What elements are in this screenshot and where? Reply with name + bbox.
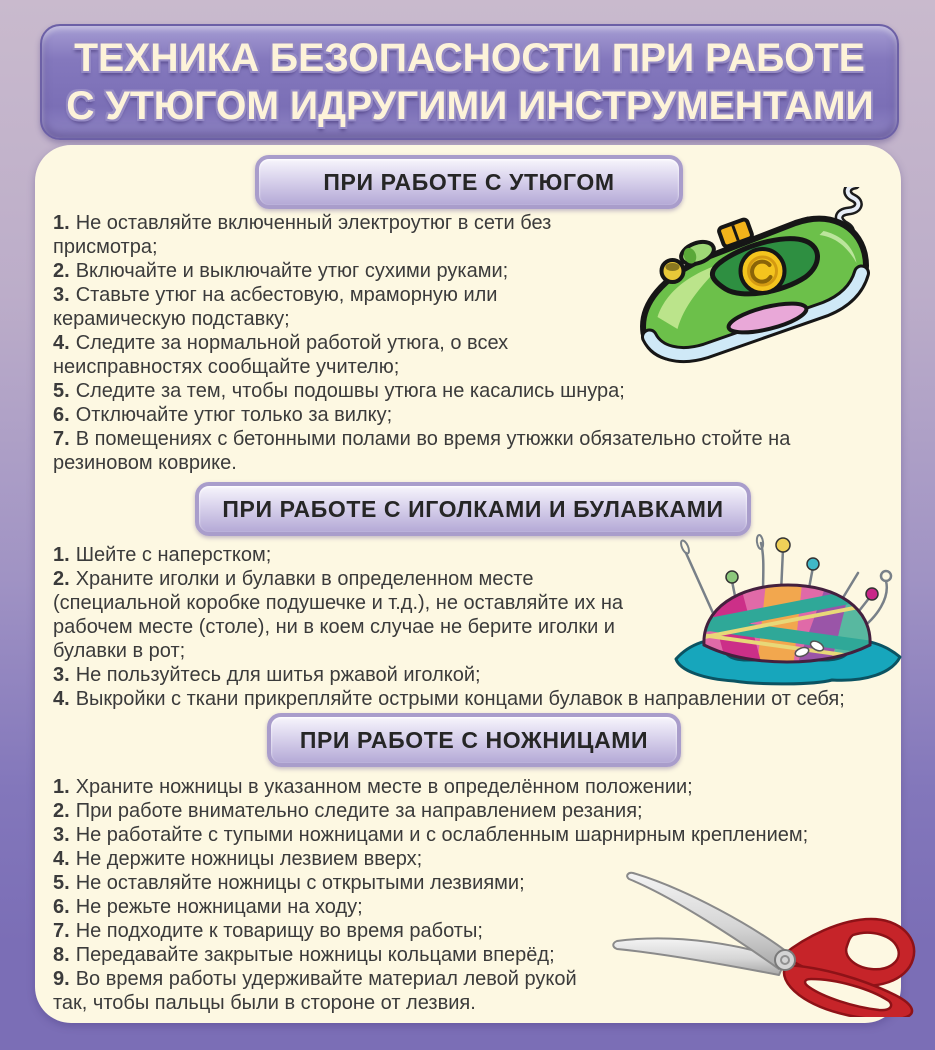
rule-text: Не режьте ножницами на ходу; — [75, 896, 363, 918]
rule-text: Не работайте с тупыми ножницами и с ослабленным шарнирным креплением; — [75, 824, 809, 846]
rule-text: Не оставляйте включенный электроутюг в сети без присмотра; — [53, 212, 552, 258]
poster-title-line1: ТЕХНИКА БЕЗОПАСНОСТИ ПРИ РАБОТЕ — [74, 36, 865, 80]
rule-text: В помещениях с бетонными полами во время утюжки обязательно стойте на резиновом коврике. — [53, 428, 791, 474]
rule-number: 3. — [53, 664, 70, 686]
rule-text: Храните иголки и булавки в определенном месте (специальной коробке подушечке и т.д.), не оставляйте их на рабочем месте (столе), ни в коем случае не берите иголки и булавки в рот; — [53, 568, 624, 662]
poster-title-banner — [40, 24, 899, 140]
rule-item — [53, 799, 878, 823]
rule-number: 4. — [53, 688, 70, 710]
rule-text: Отключайте утюг только за вилку; — [75, 404, 393, 426]
section-heading-iron: ПРИ РАБОТЕ С УТЮГОМ — [255, 155, 683, 209]
rule-number: 1. — [53, 544, 70, 566]
rule-item — [53, 379, 878, 403]
rule-number: 7. — [53, 428, 70, 450]
rule-item — [53, 403, 878, 427]
rule-number: 2. — [53, 800, 70, 822]
rule-number: 9. — [53, 968, 70, 990]
rule-text: Следите за тем, чтобы подошвы утюга не касались шнура; — [75, 380, 625, 402]
rule-item — [53, 967, 613, 1015]
section-heading-needles: ПРИ РАБОТЕ С ИГОЛКАМИ И БУЛАВКАМИ — [195, 482, 751, 536]
rule-text: Передавайте закрытые ножницы кольцами вперёд; — [75, 944, 555, 966]
rule-item — [53, 283, 543, 331]
rule-number: 1. — [53, 776, 70, 798]
rule-text: Не держите ножницы лезвием вверх; — [75, 848, 423, 870]
poster-title-line2: С УТЮГОМ ИДРУГИМИ ИНСТРУМЕНТАМИ — [65, 84, 874, 128]
rule-number: 4. — [53, 332, 70, 354]
rule-text: Не оставляйте ножницы с открытыми лезвиями; — [75, 872, 525, 894]
scissors-pivot — [775, 950, 795, 970]
rule-item — [53, 211, 593, 259]
rule-text: Включайте и выключайте утюг сухими руками; — [75, 260, 509, 282]
rule-number: 3. — [53, 284, 70, 306]
rule-text: При работе внимательно следите за направлением резания; — [75, 800, 643, 822]
rule-item — [53, 331, 593, 379]
pincushion-illustration — [663, 533, 913, 691]
rule-number: 3. — [53, 824, 70, 846]
rule-number: 2. — [53, 260, 70, 282]
rule-text: Храните ножницы в указанном месте в определённом положении; — [75, 776, 693, 798]
scissors-handles — [783, 919, 914, 1017]
rule-item — [53, 775, 878, 799]
rule-text: Выкройки с ткани прикрепляйте острыми концами булавок в направлении от себя; — [75, 688, 845, 710]
rule-number: 6. — [53, 404, 70, 426]
rule-number: 5. — [53, 872, 70, 894]
rule-number: 2. — [53, 568, 70, 590]
rule-number: 4. — [53, 848, 70, 870]
rule-text: Следите за нормальной работой утюга, о всех неисправностях сообщайте учителю; — [53, 332, 509, 378]
scissors-illustration — [607, 857, 935, 1017]
scissors-blades — [613, 873, 791, 975]
rule-text: Не подходите к товарищу во время работы; — [75, 920, 483, 942]
rule-number: 7. — [53, 920, 70, 942]
rule-item — [53, 427, 803, 475]
rule-text: Шейте с наперстком; — [75, 544, 272, 566]
rule-item — [53, 567, 643, 663]
rule-item — [53, 823, 878, 847]
rule-text: Во время работы удерживайте материал левой рукой так, чтобы пальцы были в стороне от лезвия. — [53, 968, 577, 1014]
iron-dial — [741, 249, 785, 293]
rule-number: 8. — [53, 944, 70, 966]
rule-number: 5. — [53, 380, 70, 402]
rule-text: Ставьте утюг на асбестовую, мраморную или керамическую подставку; — [53, 284, 498, 330]
rule-number: 1. — [53, 212, 70, 234]
rule-text: Не пользуйтесь для шитья ржавой иголкой; — [75, 664, 481, 686]
content-panel — [35, 145, 901, 1023]
section-heading-scissors: ПРИ РАБОТЕ С НОЖНИЦАМИ — [267, 713, 681, 767]
rule-number: 6. — [53, 896, 70, 918]
iron-illustration — [625, 187, 880, 377]
